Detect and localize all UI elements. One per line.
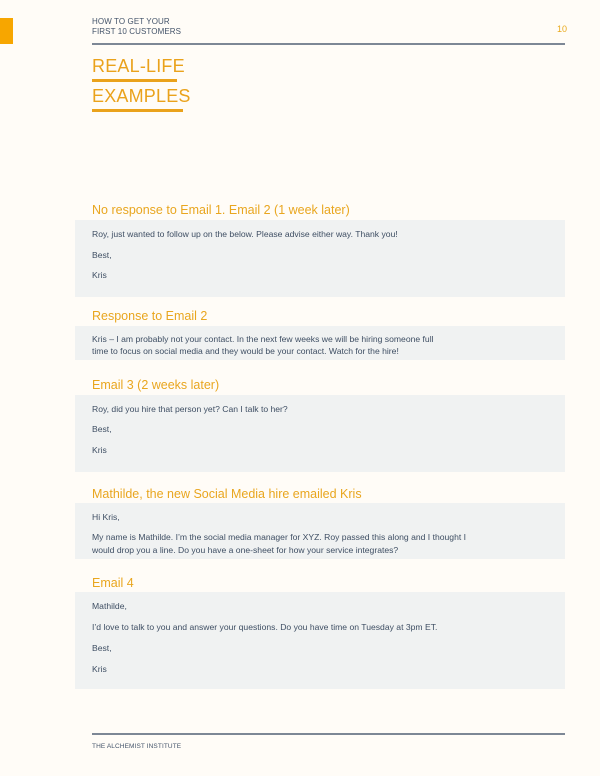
email-line: Roy, did you hire that person yet? Can I talk to her? [92, 404, 288, 414]
email-line: Best, [92, 643, 112, 653]
page-title-line2 [92, 86, 191, 107]
section-heading: Mathilde, the new Social Media hire emailed Kris [92, 487, 362, 501]
email-line: time to focus on social media and they would be your contact. Watch for the hire! [92, 346, 399, 356]
header-title-line2: FIRST 10 CUSTOMERS [92, 27, 182, 36]
section-heading: Response to Email 2 [92, 309, 208, 323]
footer-divider [92, 733, 565, 735]
email-box [75, 220, 565, 297]
email-line: Kris [92, 270, 107, 280]
section-heading: No response to Email 1. Email 2 (1 week later) [92, 203, 350, 217]
section-heading: Email 3 (2 weeks later) [92, 378, 220, 392]
email-line: My name is Mathilde. I’m the social media manager for XYZ. Roy passed this along and I thought I [92, 532, 467, 542]
header-title [92, 17, 181, 37]
email-line: Hi Kris, [92, 512, 120, 522]
page-title-text: EXAMPLES [92, 86, 191, 106]
title-underline [92, 79, 177, 82]
email-line: I’d love to talk to you and answer your questions. Do you have time on Tuesday at 3pm ET. [92, 622, 438, 632]
footer-text: THE ALCHEMIST INSTITUTE [92, 743, 182, 750]
email-box [75, 395, 565, 472]
email-box [75, 326, 565, 360]
email-line: Roy, just wanted to follow up on the below. Please advise either way. Thank you! [92, 229, 398, 239]
title-underline [92, 109, 183, 112]
email-box [75, 592, 565, 689]
email-line: Best, [92, 424, 112, 434]
email-line: would drop you a line. Do you have a one-sheet for how your service integrates? [92, 545, 399, 555]
email-line: Mathilde, [92, 601, 127, 611]
section-heading: Email 4 [92, 576, 134, 590]
page-title-text: REAL-LIFE [92, 56, 185, 76]
page-number: 10 [557, 24, 568, 34]
email-line: Best, [92, 250, 112, 260]
header-title-line1: HOW TO GET YOUR [92, 17, 170, 26]
page-tab-marker [0, 18, 13, 44]
email-box [75, 503, 565, 559]
page-title-line1 [92, 56, 185, 77]
header-divider [92, 43, 565, 45]
email-line: Kris – I am probably not your contact. In the next few weeks we will be hiring someone full [92, 334, 434, 344]
email-line: Kris [92, 445, 107, 455]
email-line: Kris [92, 664, 107, 674]
